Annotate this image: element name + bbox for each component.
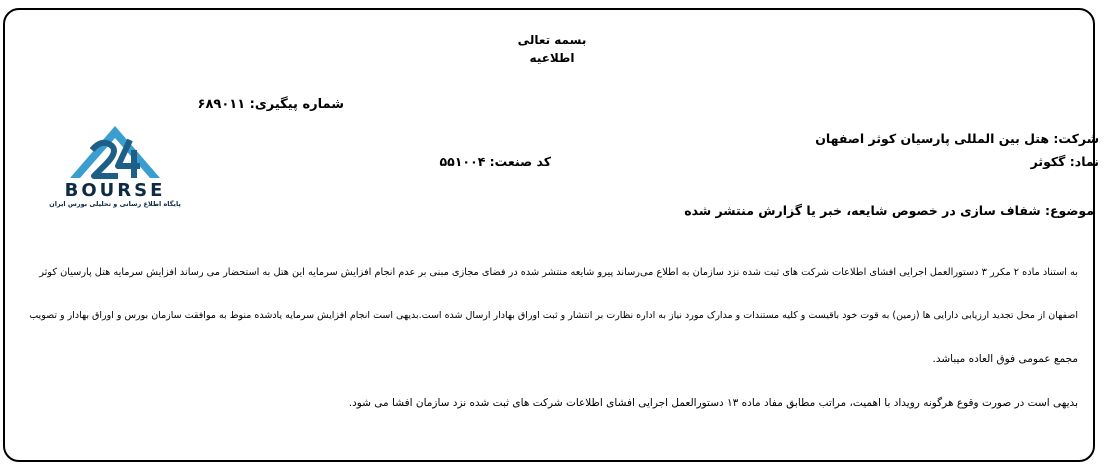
body-paragraph-2: بدیهی است در صورت وقوع هرگونه رویداد با اهمیت، مراتب مطابق مفاد ماده ۱۳ دستورالعمل اجرایی افشای اطلاعات شرکت های ثبت شده نزد سازمان افشا می شود. (348, 397, 1078, 409)
bismillah-heading: بسمه تعالی (517, 33, 587, 47)
body-paragraph-1-line-2: اصفهان از محل تجدید ارزیابی دارایی ها (زمین) به قوت خود باقیست و کلیه مستندات و مدارک مورد نیاز به اداره نظارت بر انتشار و ثبت اوراق بهادار ارسال شده است.بدیهی است انجام افزایش سرمایه یادشده منوط به موافقت سازمان بورس و اوراق بهادار و تصویب (29, 310, 1078, 321)
body-paragraph-1-line-3: مجمع عمومی فوق العاده میباشد. (932, 353, 1078, 365)
tracking-number: شماره پیگیری: ۶۸۹۰۱۱ (197, 97, 344, 112)
announcement-subject: موضوع: شفاف سازی در خصوص شایعه، خبر یا گزارش منتشر شده (684, 203, 1094, 218)
bourse-caption: پایگاه اطلاع رسانی و تحلیلی بورس ایران (49, 200, 181, 208)
announcement-frame (3, 8, 1095, 462)
company-symbol: نماد: گکوثر (1030, 154, 1099, 169)
bourse-wordmark: BOURSE (64, 180, 166, 201)
bourse-logo (40, 120, 190, 212)
announcement-title: اطلاعیه (529, 51, 575, 65)
company-name: شرکت: هتل بین المللی پارسیان کوثر اصفهان (815, 131, 1099, 146)
industry-code: کد صنعت: ۵۵۱۰۰۴ (439, 154, 551, 169)
body-paragraph-1-line-1: به استناد ماده ۲ مکرر ۳ دستورالعمل اجرایی افشای اطلاعات شرکت های ثبت شده نزد سازمان به اطلاع می‌رساند پیرو شایعه منتشر شده در فضای مجازی مبنی بر عدم انجام افزایش سرمایه این هتل به استحضار می رساند افزایش سرمایه هتل پارسیان کوثر (39, 267, 1078, 278)
